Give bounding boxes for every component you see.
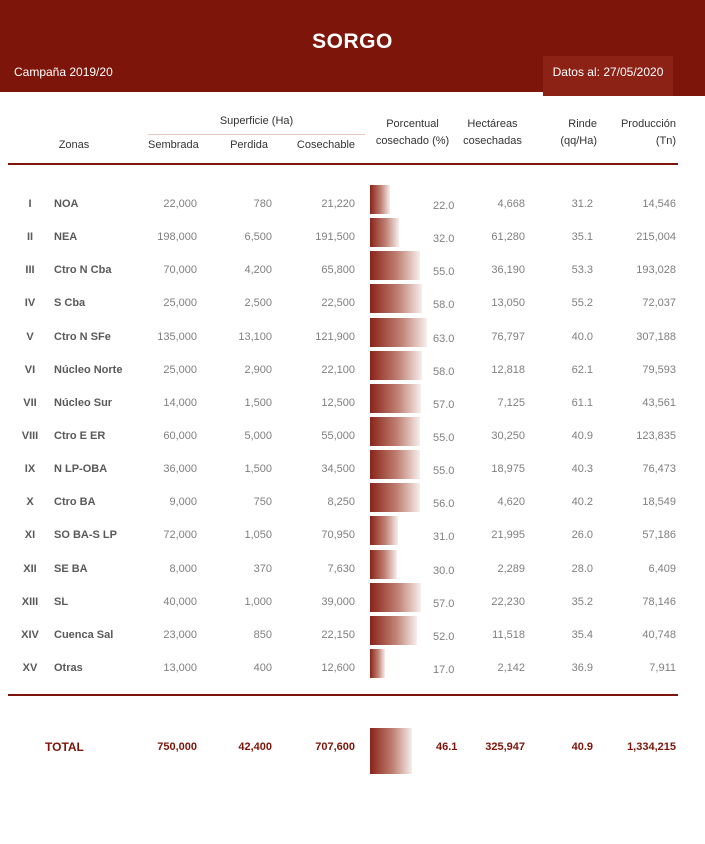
column-header-hectareas: Hectáreas cosechadas <box>463 118 522 147</box>
cell-cosechable: 39,000 <box>321 595 355 608</box>
cell-cosechadas: 12,818 <box>491 363 525 376</box>
cell-cosechable: 191,500 <box>315 231 355 244</box>
cell-cosechadas: 2,142 <box>497 661 525 674</box>
cell-cosechable: 12,500 <box>321 396 355 409</box>
cell-perdida: 2,900 <box>244 363 272 376</box>
column-header-superficie-group: Superficie (Ha) <box>219 115 294 127</box>
zone-name: Ctro N SFe <box>54 330 111 343</box>
zone-name: N LP-OBA <box>54 463 108 476</box>
cell-perdida: 6,500 <box>244 231 272 244</box>
cell-produccion: 193,028 <box>636 264 676 277</box>
table-row <box>0 254 676 287</box>
cell-sembrada: 60,000 <box>163 429 197 442</box>
pct-harvested-value: 31.0 <box>433 531 455 544</box>
table-row <box>0 188 676 221</box>
table-row <box>0 354 676 387</box>
cell-produccion: 78,146 <box>642 595 676 608</box>
total-cosechable: 707,600 <box>315 741 355 753</box>
column-header-cosechable: Cosechable <box>296 139 355 151</box>
table-row <box>0 221 676 254</box>
date-label: Datos al: 27/05/2020 <box>552 65 664 79</box>
cell-produccion: 123,835 <box>636 429 676 442</box>
cell-cosechable: 121,900 <box>315 330 355 343</box>
cell-cosechable: 70,950 <box>321 529 355 542</box>
cell-sembrada: 8,000 <box>169 562 197 575</box>
zones-table <box>0 188 676 685</box>
zone-roman-numeral: XV <box>22 661 38 674</box>
total-cosechadas: 325,947 <box>485 741 525 753</box>
cell-produccion: 6,409 <box>648 562 676 575</box>
cell-cosechable: 22,500 <box>321 297 355 310</box>
zone-name: NEA <box>54 231 78 244</box>
cell-perdida: 850 <box>253 628 272 641</box>
zone-roman-numeral: XIV <box>21 628 39 641</box>
cell-cosechable: 21,220 <box>321 198 355 210</box>
cell-rinde: 36.9 <box>571 661 593 674</box>
cell-sembrada: 135,000 <box>157 330 197 343</box>
pct-harvested-bar <box>370 583 421 612</box>
cell-rinde: 35.1 <box>571 231 593 244</box>
total-sembrada: 750,000 <box>157 741 197 753</box>
cell-cosechable: 7,630 <box>327 562 355 575</box>
zone-name: Otras <box>54 661 83 674</box>
zone-roman-numeral: IV <box>24 297 36 310</box>
zone-roman-numeral: IX <box>24 463 36 476</box>
cell-sembrada: 36,000 <box>163 463 197 476</box>
zone-roman-numeral: III <box>25 264 35 277</box>
zone-name: S Cba <box>54 297 86 310</box>
campaign-label: Campaña 2019/20 <box>14 65 113 79</box>
pct-harvested-value: 52.0 <box>433 630 455 643</box>
zone-roman-numeral: II <box>26 231 34 244</box>
zone-name: SE BA <box>54 562 88 575</box>
cell-produccion: 76,473 <box>642 463 676 476</box>
total-perdida: 42,400 <box>238 741 272 753</box>
cell-produccion: 79,593 <box>642 363 676 376</box>
zone-name: Cuenca Sal <box>54 628 114 641</box>
header-rule <box>8 163 678 165</box>
cell-produccion: 72,037 <box>642 297 676 310</box>
cell-cosechable: 12,600 <box>321 661 355 674</box>
column-header-porcentual: Porcentual cosechado (%) <box>375 118 450 147</box>
pct-harvested-value: 55.0 <box>433 266 455 279</box>
zone-name: SO BA-S LP <box>54 529 117 542</box>
cell-cosechadas: 21,995 <box>491 529 525 542</box>
zone-roman-numeral: I <box>28 198 32 210</box>
cell-cosechadas: 22,230 <box>491 595 525 608</box>
cell-perdida: 750 <box>253 496 272 509</box>
cell-cosechadas: 7,125 <box>497 396 525 409</box>
pct-harvested-bar <box>370 483 420 512</box>
cell-cosechadas: 61,280 <box>491 231 525 244</box>
pct-harvested-value: 55.0 <box>433 431 455 444</box>
pct-harvested-value: 22.0 <box>433 200 455 212</box>
pct-harvested-value: 55.0 <box>433 465 455 478</box>
cell-cosechadas: 4,668 <box>497 198 525 210</box>
cell-produccion: 57,186 <box>642 529 676 542</box>
zone-name: Ctro N Cba <box>54 264 112 277</box>
pct-harvested-value: 30.0 <box>433 564 455 577</box>
cell-rinde: 62.1 <box>571 363 593 376</box>
cell-cosechadas: 30,250 <box>491 429 525 442</box>
cell-rinde: 53.3 <box>571 264 593 277</box>
zone-name: SL <box>54 595 69 608</box>
cell-sembrada: 40,000 <box>163 595 197 608</box>
cell-rinde: 55.2 <box>571 297 593 310</box>
pct-harvested-value: 58.0 <box>433 365 455 378</box>
zone-name: Núcleo Sur <box>54 396 113 409</box>
total-rule <box>8 694 678 696</box>
cell-perdida: 5,000 <box>244 429 272 442</box>
table-row <box>0 486 676 519</box>
cell-cosechadas: 11,518 <box>492 628 525 641</box>
total-rinde: 40.9 <box>571 741 593 753</box>
zone-name: Ctro BA <box>54 496 96 509</box>
cell-perdida: 780 <box>253 198 272 210</box>
cell-perdida: 1,050 <box>244 529 272 542</box>
zone-name: NOA <box>54 198 79 210</box>
zone-name: Núcleo Norte <box>54 363 123 376</box>
table-row <box>0 453 676 486</box>
cell-produccion: 14,546 <box>642 198 676 210</box>
table-row <box>0 652 676 685</box>
cell-rinde: 35.2 <box>571 595 593 608</box>
cell-rinde: 40.0 <box>571 330 593 343</box>
cell-rinde: 40.9 <box>571 429 593 442</box>
cell-sembrada: 22,000 <box>163 198 197 210</box>
cell-cosechadas: 36,190 <box>491 264 525 277</box>
pct-harvested-bar <box>370 616 417 645</box>
cell-cosechable: 8,250 <box>327 496 355 509</box>
total-row <box>0 722 676 772</box>
cell-cosechadas: 13,050 <box>491 297 525 310</box>
total-pct-value: 46.1 <box>436 741 458 753</box>
cell-perdida: 400 <box>253 661 272 674</box>
cell-perdida: 4,200 <box>244 264 272 277</box>
cell-cosechadas: 4,620 <box>497 496 525 509</box>
pct-harvested-value: 57.0 <box>433 398 455 411</box>
pct-harvested-value: 58.0 <box>433 299 455 312</box>
pct-harvested-bar <box>370 284 422 313</box>
cell-sembrada: 70,000 <box>163 264 197 277</box>
cell-produccion: 40,748 <box>642 628 676 641</box>
cell-perdida: 2,500 <box>244 297 272 310</box>
pct-harvested-value: 63.0 <box>433 332 455 345</box>
pct-harvested-bar <box>370 417 420 446</box>
column-header-sembrada: Sembrada <box>148 139 199 151</box>
column-header-rinde: Rinde (qq/Ha) <box>560 118 597 147</box>
cell-cosechadas: 18,975 <box>491 463 525 476</box>
pct-harvested-bar <box>370 384 421 413</box>
table-row <box>0 420 676 453</box>
table-row <box>0 287 676 320</box>
cell-sembrada: 13,000 <box>163 661 197 674</box>
pct-harvested-value: 17.0 <box>433 663 455 676</box>
column-header-perdida: Perdida <box>230 139 268 151</box>
table-row <box>0 387 676 420</box>
cell-perdida: 13,100 <box>238 330 272 343</box>
cell-rinde: 40.3 <box>571 463 593 476</box>
cell-perdida: 1,000 <box>244 595 272 608</box>
cell-sembrada: 14,000 <box>163 396 197 409</box>
column-header-zonas: Zonas <box>58 139 90 151</box>
table-row <box>0 586 676 619</box>
pct-harvested-bar <box>370 516 398 545</box>
cell-produccion: 307,188 <box>636 330 676 343</box>
pct-harvested-value: 57.0 <box>433 597 455 610</box>
pct-harvested-bar <box>370 351 422 380</box>
zone-roman-numeral: VI <box>24 363 36 376</box>
cell-rinde: 26.0 <box>571 529 593 542</box>
zone-roman-numeral: XIII <box>21 595 39 608</box>
cell-sembrada: 9,000 <box>169 496 197 509</box>
cell-rinde: 28.0 <box>571 562 593 575</box>
table-row <box>0 519 676 552</box>
pct-harvested-bar <box>370 218 399 247</box>
table-row <box>0 619 676 652</box>
cell-sembrada: 198,000 <box>157 231 197 244</box>
cell-cosechable: 55,000 <box>321 429 355 442</box>
cell-cosechable: 22,150 <box>321 628 355 641</box>
cell-produccion: 215,004 <box>636 231 676 244</box>
pct-harvested-value: 56.0 <box>433 498 455 511</box>
pct-harvested-bar <box>370 450 420 479</box>
cell-rinde: 31.2 <box>571 198 593 210</box>
cell-produccion: 43,561 <box>642 396 676 409</box>
cell-rinde: 40.2 <box>571 496 593 509</box>
zone-roman-numeral: VIII <box>21 429 39 442</box>
pct-harvested-bar <box>370 550 397 579</box>
report-header <box>0 0 705 92</box>
total-produccion: 1,334,215 <box>627 741 676 753</box>
cell-perdida: 1,500 <box>244 396 272 409</box>
total-pct-bar <box>370 728 412 774</box>
cell-produccion: 18,549 <box>642 496 676 509</box>
pct-harvested-value: 32.0 <box>433 233 455 246</box>
cell-produccion: 7,911 <box>649 661 676 674</box>
cell-cosechadas: 2,289 <box>497 562 525 575</box>
zone-roman-numeral: V <box>26 330 34 343</box>
cell-cosechadas: 76,797 <box>491 330 525 343</box>
cell-cosechable: 22,100 <box>321 363 355 376</box>
cell-sembrada: 25,000 <box>163 297 197 310</box>
pct-harvested-bar <box>370 251 420 280</box>
zone-roman-numeral: XI <box>24 529 36 542</box>
cell-cosechable: 65,800 <box>321 264 355 277</box>
zone-name: Ctro E ER <box>54 429 106 442</box>
table-row <box>0 321 676 354</box>
zone-roman-numeral: VII <box>23 396 37 409</box>
zone-roman-numeral: X <box>26 496 34 509</box>
cell-rinde: 61.1 <box>571 396 593 409</box>
cell-sembrada: 23,000 <box>163 628 197 641</box>
cell-perdida: 1,500 <box>244 463 272 476</box>
pct-harvested-bar <box>370 185 390 214</box>
superficie-underline <box>148 134 365 135</box>
total-label: TOTAL <box>45 740 84 754</box>
table-row <box>0 553 676 586</box>
zone-roman-numeral: XII <box>23 562 37 575</box>
cell-rinde: 35.4 <box>571 628 593 641</box>
cell-sembrada: 72,000 <box>163 529 197 542</box>
column-header-produccion: Producción (Tn) <box>620 118 676 147</box>
pct-harvested-bar <box>370 318 427 347</box>
pct-harvested-bar <box>370 649 385 678</box>
cell-sembrada: 25,000 <box>163 363 197 376</box>
cell-perdida: 370 <box>253 562 272 575</box>
report-title: SORGO <box>312 30 393 53</box>
date-box <box>543 56 673 96</box>
cell-cosechable: 34,500 <box>321 463 355 476</box>
